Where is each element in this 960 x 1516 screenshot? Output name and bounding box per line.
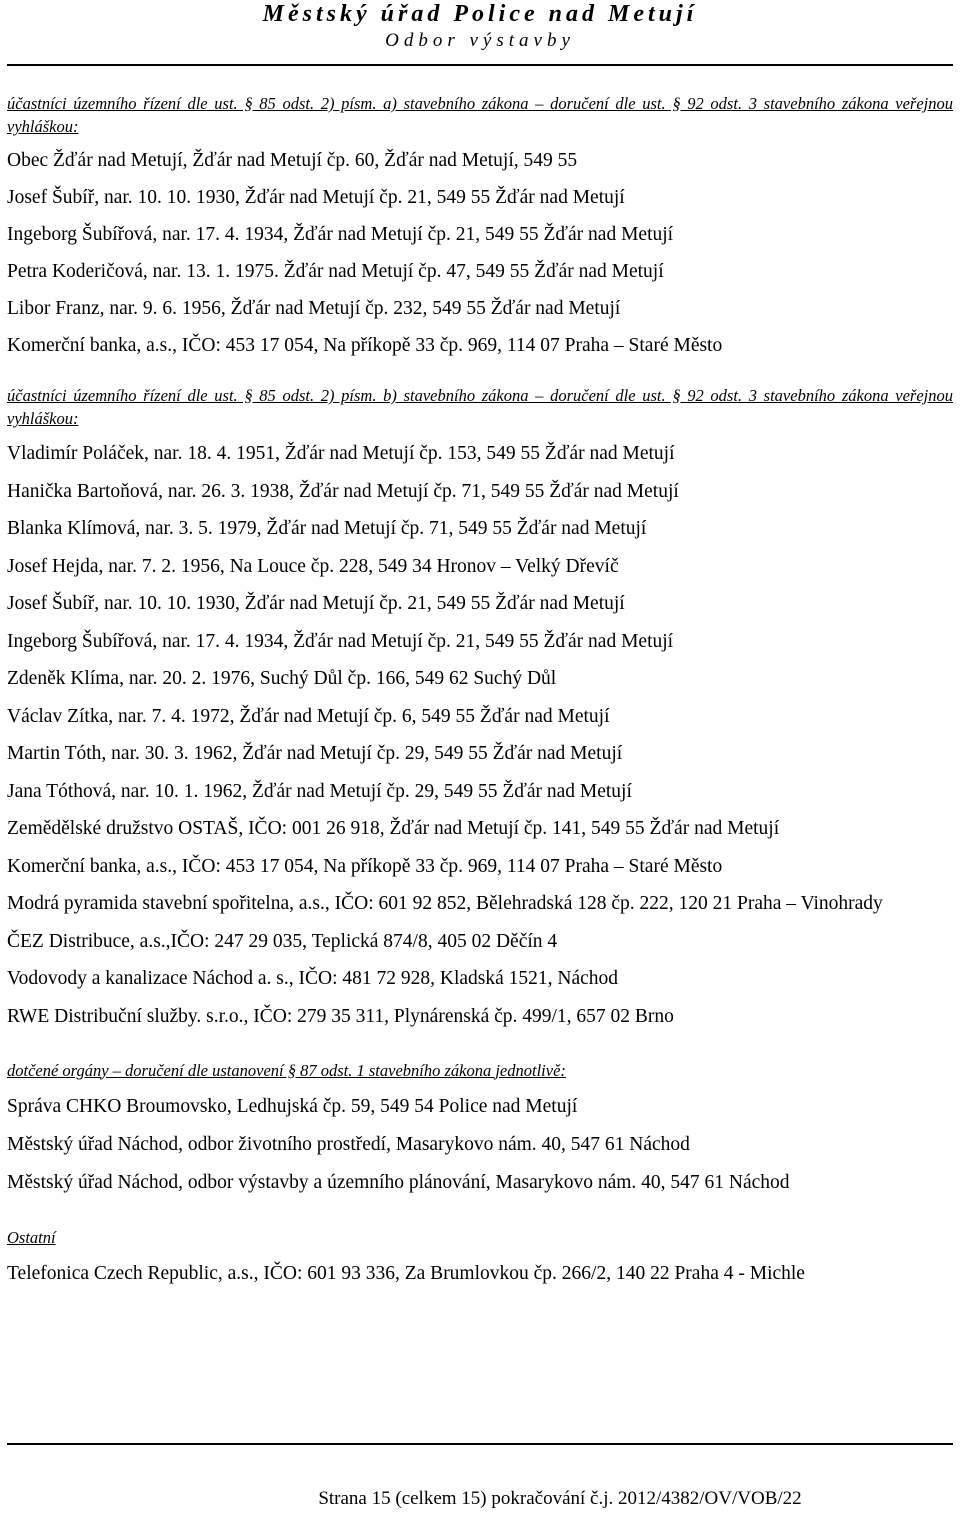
list-item: Obec Žďár nad Metují, Žďár nad Metují čp. 60, Žďár nad Metují, 549 55: [7, 150, 578, 171]
list-item: Josef Šubíř, nar. 10. 10. 1930, Žďár nad Metují čp. 21, 549 55 Žďár nad Metují: [7, 187, 625, 208]
footer-divider: [7, 1443, 953, 1445]
section-heading-authorities: dotčené orgány – doručení dle ustanovení § 87 odst. 1 stavebního zákona jednotlivě:: [7, 1060, 566, 1080]
participants-a-list: [7, 145, 953, 362]
list-item: Vodovody a kanalizace Náchod a. s., IČO: 481 72 928, Kladská 1521, Náchod: [7, 968, 619, 989]
list-item: Komerční banka, a.s., IČO: 453 17 054, Na příkopě 33 čp. 969, 114 07 Praha – Staré Město: [7, 335, 723, 356]
list-item: Ingeborg Šubířová, nar. 17. 4. 1934, Žďár nad Metují čp. 21, 549 55 Žďár nad Metují: [7, 224, 674, 245]
list-item: Ingeborg Šubířová, nar. 17. 4. 1934, Žďár nad Metují čp. 21, 549 55 Žďár nad Metují: [7, 630, 674, 652]
list-item: Správa CHKO Broumovsko, Ledhujská čp. 59, 549 54 Police nad Metují: [7, 1095, 578, 1117]
list-item: Václav Zítka, nar. 7. 4. 1972, Žďár nad Metují čp. 6, 549 55 Žďár nad Metují: [7, 705, 610, 727]
list-item: Josef Šubíř, nar. 10. 10. 1930, Žďár nad Metují čp. 21, 549 55 Žďár nad Metují: [7, 593, 625, 614]
list-item: Libor Franz, nar. 9. 6. 1956, Žďár nad Metují čp. 232, 549 55 Žďár nad Metují: [7, 298, 621, 319]
authorities-list: [7, 1091, 953, 1199]
list-item: Vladimír Poláček, nar. 18. 4. 1951, Žďár nad Metují čp. 153, 549 55 Žďár nad Metují: [7, 443, 675, 464]
header-divider: [7, 64, 953, 66]
list-item: Komerční banka, a.s., IČO: 453 17 054, Na příkopě 33 čp. 969, 114 07 Praha – Staré Město: [7, 855, 723, 877]
section-heading-participants-b: účastníci územního řízení dle ust. § 85 odst. 2) písm. b) stavebního zákona – doručení dle ust. § 92 odst. 3 stavebního zákona veřejnou vyhláškou:: [7, 386, 953, 428]
list-item: Modrá pyramida stavební spořitelna, a.s., IČO: 601 92 852, Bělehradská 128 čp. 222, 120 21 Praha – Vinohrady: [7, 893, 883, 914]
list-item: Městský úřad Náchod, odbor životního prostředí, Masarykovo nám. 40, 547 61 Náchod: [7, 1133, 690, 1155]
list-item: RWE Distribuční služby. s.r.o., IČO: 279 35 311, Plynárenská čp. 499/1, 657 02 Brno: [7, 1005, 674, 1027]
other-list: [7, 1258, 953, 1290]
section-heading-other: Ostatní: [7, 1227, 56, 1247]
participants-b-list: [7, 438, 953, 1033]
department-subtitle: Odbor výstavby: [385, 30, 575, 51]
list-item: Josef Hejda, nar. 7. 2. 1956, Na Louce čp. 228, 549 34 Hronov – Velký Dřevíč: [7, 555, 619, 577]
office-title: Městský úřad Police nad Metují: [262, 1, 698, 27]
section-heading-participants-a: účastníci územního řízení dle ust. § 85 odst. 2) písm. a) stavebního zákona – doručení dle ust. § 92 odst. 3 stavebního zákona veřejnou vyhláškou:: [7, 94, 953, 136]
list-item: Telefonica Czech Republic, a.s., IČO: 601 93 336, Za Brumlovkou čp. 266/2, 140 22 Praha 4 - Michle: [7, 1262, 805, 1284]
list-item: Hanička Bartoňová, nar. 26. 3. 1938, Žďár nad Metují čp. 71, 549 55 Žďár nad Metují: [7, 480, 679, 502]
list-item: Městský úřad Náchod, odbor výstavby a územního plánování, Masarykovo nám. 40, 547 61 Náchod: [7, 1171, 790, 1193]
list-item: Jana Tóthová, nar. 10. 1. 1962, Žďár nad Metují čp. 29, 549 55 Žďár nad Metují: [7, 780, 632, 802]
list-item: Petra Koderičová, nar. 13. 1. 1975. Žďár nad Metují čp. 47, 549 55 Žďár nad Metují: [7, 261, 664, 282]
list-item: Zemědělské družstvo OSTAŠ, IČO: 001 26 918, Žďár nad Metují čp. 141, 549 55 Žďár nad Metují: [7, 818, 780, 839]
document-page: [7, 0, 953, 1516]
page-footer: Strana 15 (celkem 15) pokračování č.j. 2012/4382/OV/VOB/22: [318, 1488, 802, 1509]
list-item: ČEZ Distribuce, a.s.,IČO: 247 29 035, Teplická 874/8, 405 02 Děčín 4: [7, 930, 558, 952]
list-item: Zdeněk Klíma, nar. 20. 2. 1976, Suchý Důl čp. 166, 549 62 Suchý Důl: [7, 668, 557, 689]
list-item: Blanka Klímová, nar. 3. 5. 1979, Žďár nad Metují čp. 71, 549 55 Žďár nad Metují: [7, 518, 647, 539]
list-item: Martin Tóth, nar. 30. 3. 1962, Žďár nad Metují čp. 29, 549 55 Žďár nad Metují: [7, 743, 623, 764]
